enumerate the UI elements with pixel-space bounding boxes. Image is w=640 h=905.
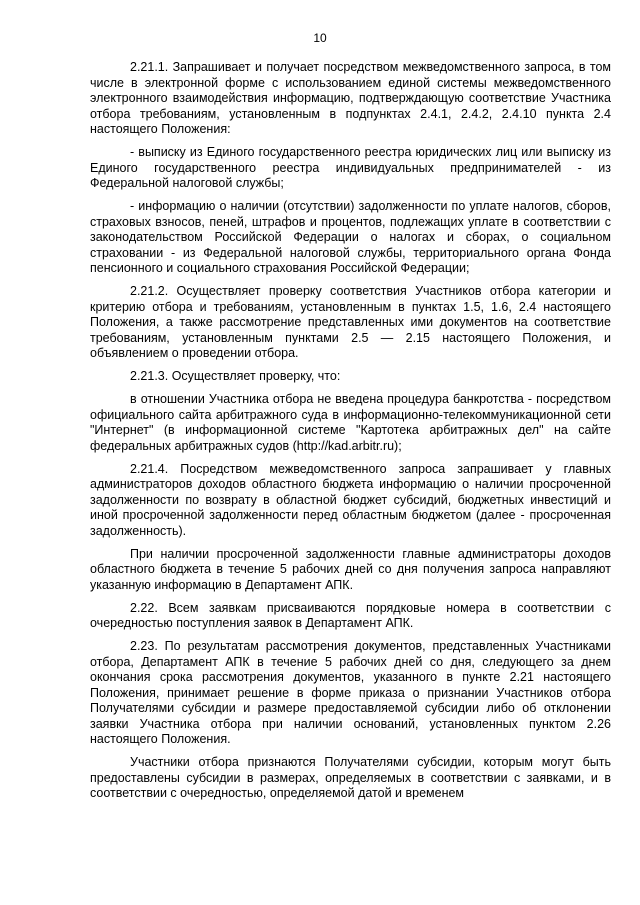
paragraph-2-21-2: 2.21.2. Осуществляет проверку соответствия Участников отбора категории и критерию отбора и требованиям, установленным в пунктах 1.5, 1.6, 2.4 настоящего Положения, а также рассмотрение представленных ими документов на соответствие требованиям, установленным пунктами 2.5 — 2.15 настоящего Положения, и объявлением о проведении отбора. xyxy=(90,284,611,360)
paragraph-egrul-extract: - выписку из Единого государственного реестра юридических лиц или выписку из Единого государственного реестра индивидуальных предпринимателей - из Федеральной налоговой службы; xyxy=(90,145,611,190)
page-number: 10 xyxy=(313,31,327,45)
paragraph-2-23: 2.23. По результатам рассмотрения документов, представленных Участниками отбора, Департамент АПК в течение 5 рабочих дней со дня, следующего за днем окончания срока рассмотрения документов, указанного в пункте 2.21 настоящего Положения, принимает решение в форме приказа о признании Участников отбора Получателями субсидии и размере предоставляемой субсидии либо об отклонении заявки Участника отбора при наличии оснований, установленных пунктом 2.26 настоящего Положения. xyxy=(90,639,611,746)
document-body xyxy=(90,60,611,802)
paragraph-2-21-4: 2.21.4. Посредством межведомственного запроса запрашивает у главных администраторов доходов областного бюджета информацию о наличии просроченной задолженности по возврату в областной бюджет субсидий, бюджетных инвестиций и иной просроченной задолженности перед областным бюджетом (далее - просроченная задолженность). xyxy=(90,461,611,538)
paragraph-bankruptcy-check: в отношении Участника отбора не введена процедура банкротства - посредством официального сайта арбитражного суда в информационно-телекоммуникационной сети "Интернет" (в информационной системе "Картотека арбитражных дел" на сайте федеральных арбитражных судов (http://kad.arbitr.ru); xyxy=(90,392,611,453)
paragraph-2-21-1: 2.21.1. Запрашивает и получает посредством межведомственного запроса, в том числе в электронной форме с использованием единой системы межведомственного электронного взаимодействия информацию, подтверждающую соответствие Участника отбора требованиям, установленным в подпунктах 2.4.1, 2.4.2, 2.4.10 пункта 2.4 настоящего Положения: xyxy=(90,60,611,136)
paragraph-recipients: Участники отбора признаются Получателями субсидии, которым могут быть предоставлены субсидии в размерах, определяемых в соответствии с заявками, и в соответствии с очередностью, определяемой датой и временем xyxy=(90,755,611,800)
paragraph-2-21-3: 2.21.3. Осуществляет проверку, что: xyxy=(130,369,341,383)
paragraph-overdue-debt: При наличии просроченной задолженности главные администраторы доходов областного бюджета в течение 5 рабочих дней со дня получения запроса направляют указанную информацию в Департамент АПК. xyxy=(90,546,611,592)
paragraph-tax-debt-info: - информацию о наличии (отсутствии) задолженности по уплате налогов, сборов, страховых взносов, пеней, штрафов и процентов, подлежащих уплате в соответствии с законодательством Российской Федерации о налогах и сборах, о социальном страховании - из Федеральной налоговой службы, территориального органа Фонда пенсионного и социального страхования Российской Федерации; xyxy=(90,199,611,275)
paragraph-2-22: 2.22. Всем заявкам присваиваются порядковые номера в соответствии с очередностью поступления заявок в Департамент АПК. xyxy=(90,600,611,630)
